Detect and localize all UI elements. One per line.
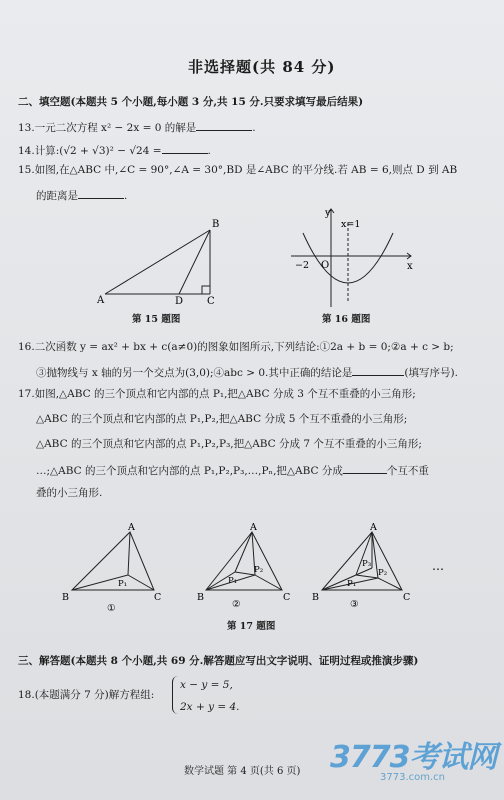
t2-label-c: C [283,592,291,603]
question-17-line5: 叠的小三角形. [36,487,103,499]
t2-label-p2: P₂ [254,565,264,575]
equation-1: x − y = 5, [180,679,233,691]
t3-label-a: A [370,522,377,533]
question-15-line2: 的距离是 . [36,186,127,203]
page-title: 非选择题(共 84 分) [188,58,336,76]
section-3-heading: 三、解答题(本题共 8 个小题,共 69 分.解答题应写出文字说明、证明过程或推演步骤) [18,655,419,667]
t1-label-p1: P₁ [118,579,128,589]
question-17-line4 [36,461,429,478]
question-18-text: 18.(本题满分 7 分)解方程组: [18,689,155,701]
question-16-line2 [36,363,458,380]
triangle-2 [206,532,282,590]
t2-label-b: B [197,592,204,603]
question-14: 14.计算:(√2 + √3)² − √24 = . [18,141,211,158]
label-neg2: −2 [295,260,310,271]
label-x: x [407,261,413,272]
t3-label-p2: P₂ [378,568,388,578]
t3-number: ③ [350,599,359,610]
answer-blank-15 [78,186,124,199]
t3-label-b: B [312,592,319,603]
answer-blank-16 [352,363,404,376]
t3-label-p1: P₁ [347,579,357,589]
t3-label-c: C [403,592,411,603]
t1-label-a: A [128,522,135,533]
figure-16-caption: 第 16 题图 [322,314,371,325]
label-a: A [97,295,105,306]
answer-blank-13 [196,118,252,131]
figure-15 [95,210,225,306]
question-17-line1: 17.如图,△ABC 的三个顶点和它内部的点 P₁,把△ABC 分成 3 个互不重叠的小三角形; [18,388,416,400]
question-13-text: 13.一元二次方程 x² − 2x = 0 的解是 [18,122,197,134]
answer-blank-17 [343,461,387,474]
watermark-logo: 3773考试网 [330,740,497,775]
question-17-line4-text: …;△ABC 的三个顶点和它内部的点 P₁,P₂,P₃,…,Pₙ,把△ABC 分成 [36,465,343,477]
question-13: 13.一元二次方程 x² − 2x = 0 的解是 . [18,118,256,135]
watermark-url: 3773.com.cn [380,772,445,783]
question-15-line2-text: 的距离是 [36,190,78,202]
t2-label-p1: P₁ [228,576,238,586]
question-17-line3: △ABC 的三个顶点和它内部的点 P₁,P₂,P₃,把△ABC 分成 7 个互不重叠的小三角形; [36,438,422,450]
equation-2: 2x + y = 4. [180,701,240,713]
label-y: y [325,208,331,219]
ellipsis: … [432,559,444,573]
t2-number: ② [232,599,241,610]
t1-label-b: B [62,592,69,603]
label-c: C [207,296,215,306]
figure-16 [283,203,418,309]
figure-17-caption: 第 17 题图 [227,621,276,632]
question-16-line2-tail: (填写序号). [404,367,458,379]
right-angle-mark [202,286,210,294]
label-b: B [212,219,220,230]
equation-system-brace [172,676,179,714]
question-17-line2: △ABC 的三个顶点和它内部的点 P₁,P₂,把△ABC 分成 5 个互不重叠的小三角形; [36,413,408,425]
figure-15-caption: 第 15 题图 [132,314,181,325]
t3-label-p3: P₃ [362,559,372,569]
t1-label-c: C [154,592,162,603]
question-16-line2-text: ③抛物线与 x 轴的另一个交点为(3,0);④abc > 0.其中正确的结论是 [36,367,353,379]
figure-17 [60,520,460,612]
question-17-line4-tail: 个互不重 [386,465,429,477]
question-15-line1: 15.如图,在△ABC 中,∠C = 90°,∠A = 30°,BD 是∠ABC 的平分线.若 AB = 6,则点 D 到 AB [18,164,458,176]
label-origin: O [321,260,330,271]
t2-label-a: A [250,522,257,533]
label-x-equals-1: x=1 [341,219,361,230]
t1-number: ① [107,603,116,612]
label-d: D [175,296,184,306]
answer-blank-14 [162,141,208,154]
question-14-text: 14.计算:(√2 + √3)² − √24 = [18,145,162,157]
page-footer: 数学试题 第 4 页(共 6 页) [184,766,301,777]
section-2-heading: 二、填空题(本题共 5 个小题,每小题 3 分,共 15 分.只要求填写最后结果) [18,96,364,108]
question-16-line1: 16.二次函数 y = ax² + bx + c(a≠0)的图象如图所示,下列结论:①2a + b = 0;②a + c > b; [18,341,454,353]
triangle-1 [72,532,154,590]
